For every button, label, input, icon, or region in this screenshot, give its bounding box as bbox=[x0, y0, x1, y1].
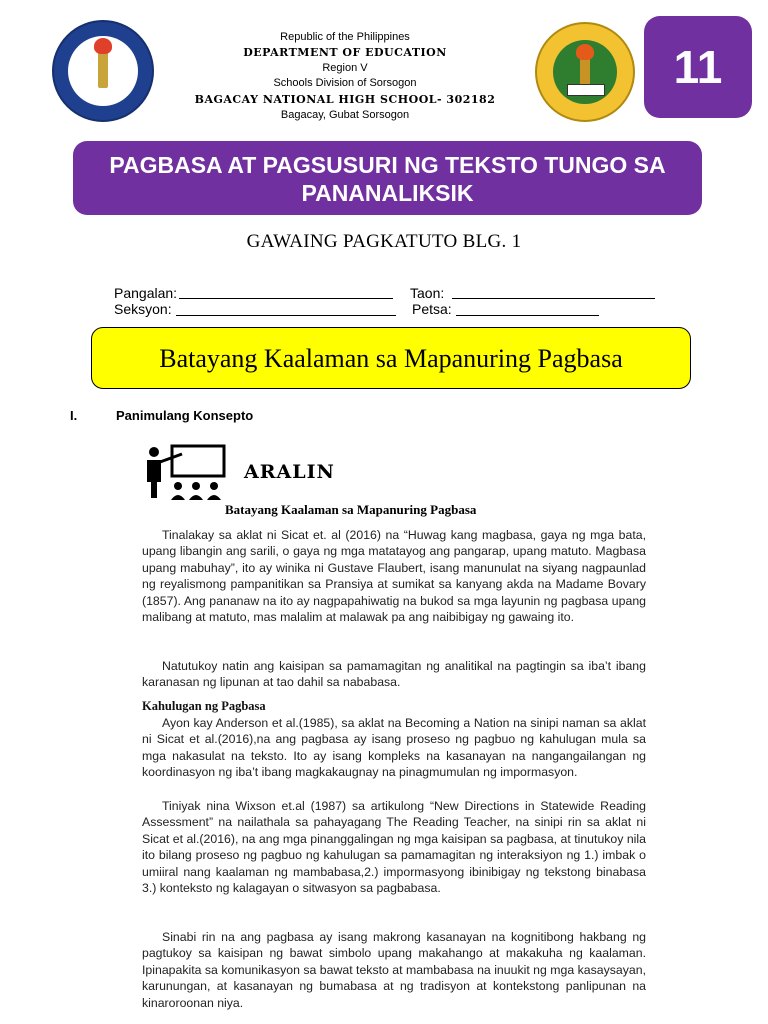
lesson-paragraph-5: Sinabi rin na ang pagbasa ay isang makrong kasanayan na kognitibong hakbang ng pagtukoy sa kaisipan ng bawat simbolo upang makahango at makakuha ng kaalaman. Ipinapakita sa komunikasyon sa bawat teksto at mambabasa na inuukit ng mga kasaysayan, karunungan, at kasanayan ng bumabasa at ng tradisyon at kontekstong panlipunan na kinaroroonan niya. bbox=[142, 930, 646, 1010]
topic-title: Batayang Kaalaman sa Mapanuring Pagbasa bbox=[91, 327, 691, 389]
kahulugan-heading: Kahulugan ng Pagbasa bbox=[142, 699, 266, 713]
lesson-paragraph-2: Natutukoy natin ang kaisipan sa pamamagitan ng analitikal na pagtingin sa iba’t ibang karanasan ng lipunan at tao dahil sa nababasa. bbox=[142, 659, 646, 690]
lesson-subtitle: Batayang Kaalaman sa Mapanuring Pagbasa bbox=[225, 502, 477, 517]
lesson-paragraph-4: Tiniyak nina Wixson et.al (1987) sa artikulong “New Directions in Statewide Reading Assessment” na nailathala sa pahayagang The Reading Teacher, na sinipi rin sa aklat ni Sicat et al.(2016), na ang mga pinanggalingan ng mga kaisipan sa pagbasa, at tinutukoy nila ito bilang proseso ng pagbuo ng kahulugan sa pamamagitan ng interaksiyon ng 1.) imbak o umiiral nang kaalaman ng mambabasa,2.) impormasyong ibinibigay ng tekstong binabasa 3.) konteksto ng kalagayan o sitwasyon sa pagbabasa. bbox=[142, 799, 646, 896]
header-school: BAGACAY NATIONAL HIGH SCHOOL- 302182 bbox=[194, 93, 496, 106]
deped-seal-icon bbox=[52, 20, 154, 122]
activity-title: GAWAING PAGKATUTO BLG. 1 bbox=[246, 231, 522, 252]
grade-badge: 11 bbox=[644, 16, 752, 118]
header-region: Region V bbox=[322, 62, 368, 74]
aralin-heading: ARALIN bbox=[244, 461, 335, 483]
section-label: Seksyon: bbox=[114, 301, 172, 317]
section-title: Panimulang Konsepto bbox=[116, 408, 254, 423]
header-department: DEPARTMENT OF EDUCATION bbox=[243, 46, 447, 59]
name-field[interactable] bbox=[179, 298, 393, 299]
subject-title: PAGBASA AT PAGSUSURI NG TEKSTO TUNGO SA PANANALIKSIK bbox=[73, 141, 702, 215]
header-address: Bagacay, Gubat Sorsogon bbox=[280, 109, 410, 121]
date-field[interactable] bbox=[456, 315, 599, 316]
lesson-paragraph-3: Ayon kay Anderson et al.(1985), sa aklat na Becoming a Nation na sinipi naman sa aklat ni Sicat et al.(2016),na ang pagbasa ay isang proseso ng pagbuo ng kahulugan mula sa mga nakasulat na teksto. Ito ay isang kompleks na kasanayan na nangangailangan ng koordinasyon ng iba’t ibang magkakaugnay na pinagmumulan ng impormasyon. bbox=[142, 716, 646, 780]
date-label: Petsa: bbox=[412, 301, 452, 317]
year-field[interactable] bbox=[452, 298, 655, 299]
header-republic: Republic of the Philippines bbox=[280, 31, 410, 43]
school-seal-icon bbox=[535, 22, 635, 122]
year-label: Taon: bbox=[410, 285, 445, 301]
lesson-paragraph-1: Tinalakay sa aklat ni Sicat et. al (2016) na “Huwag kang magbasa, gaya ng mga bata, upang libangin ang sarili, o gaya ng mga matatayog ang pangarap, upang matuto. Magbasa upang mabuhay”, ito ay winika ni Gustave Flaubert, isang manunulat na siyang nagpaunlad ng reyalismong pampanitikan sa Pransiya at sumikat sa kanyang akda na Madame Bovary (1857). Ang pananaw na ito ay nagpapahiwatig na bukod sa mga layunin ng pagbasa upang malibang at matuto, mas malalim at malawak pa ang naibibigay ng gawaing ito. bbox=[142, 528, 646, 625]
name-label: Pangalan: bbox=[114, 285, 178, 301]
teacher-presentation-icon bbox=[142, 444, 228, 502]
section-field[interactable] bbox=[176, 315, 396, 316]
section-number: I. bbox=[70, 408, 78, 423]
header-division: Schools Division of Sorsogon bbox=[273, 77, 417, 89]
